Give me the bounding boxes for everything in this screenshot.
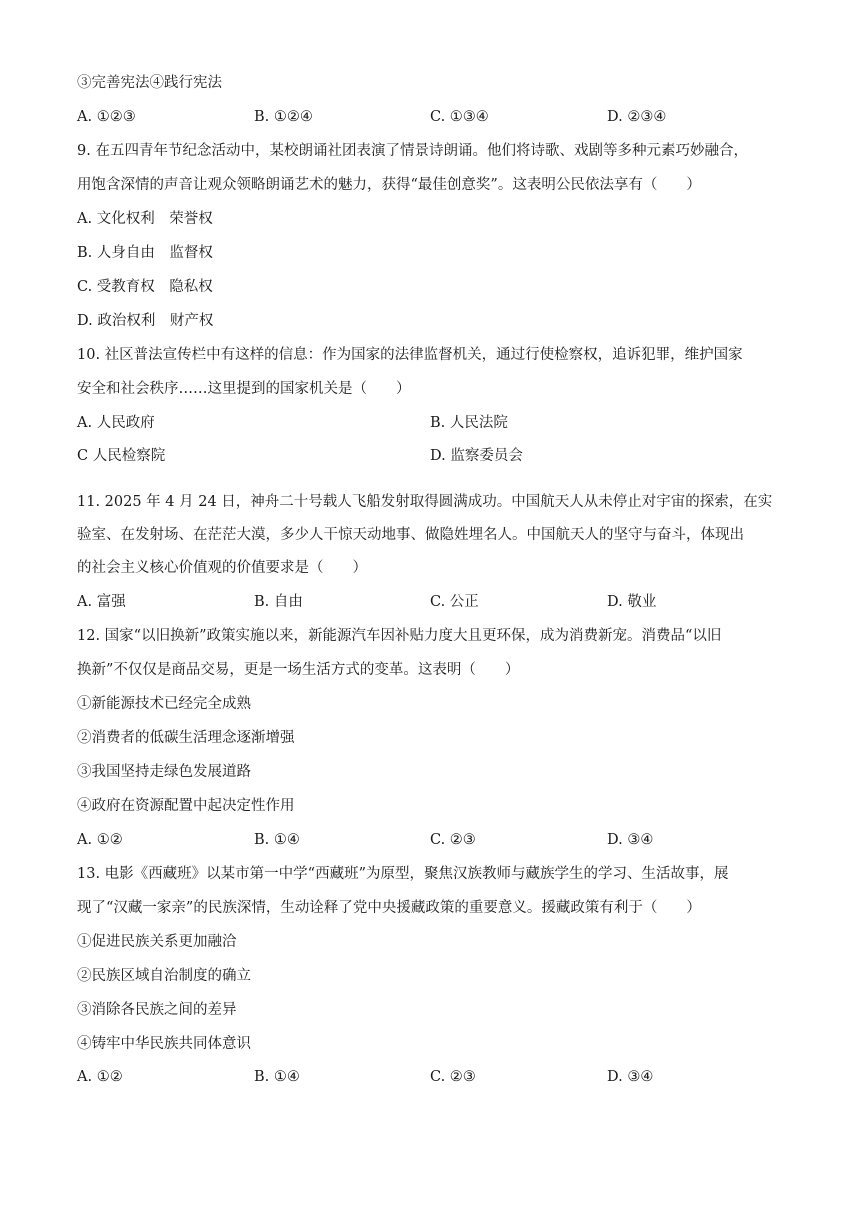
q13-item-4: ④铸牢中华民族共同体意识 (77, 1036, 251, 1052)
q9-option-c[interactable]: C. 受教育权 隐私权 (77, 279, 213, 295)
q12-item-3: ③我国坚持走绿色发展道路 (77, 764, 251, 780)
q13-option-c[interactable]: C. ②③ (430, 1069, 476, 1085)
q11-option-b[interactable]: B. 自由 (254, 594, 303, 610)
q8-option-a[interactable]: A. ①②③ (77, 109, 136, 125)
q13-option-a[interactable]: A. ①② (77, 1069, 123, 1085)
q8-option-c[interactable]: C. ①③④ (430, 109, 489, 125)
q13-option-d[interactable]: D. ③④ (607, 1069, 654, 1085)
q13-item-3: ③消除各民族之间的差异 (77, 1002, 237, 1018)
q10-option-d[interactable]: D. 监察委员会 (430, 448, 523, 464)
q12-item-4: ④政府在资源配置中起决定性作用 (77, 798, 295, 814)
q13-item-2: ②民族区域自治制度的确立 (77, 968, 251, 984)
q11-option-d[interactable]: D. 敬业 (607, 594, 657, 610)
q13-stem-line-2: 现了“汉藏一家亲”的民族深情，生动诠释了党中央援藏政策的重要意义。援藏政策有利于（ ） (77, 900, 701, 916)
q13-item-1: ①促进民族关系更加融洽 (77, 934, 237, 950)
q13-option-b[interactable]: B. ①④ (254, 1069, 300, 1085)
q10-option-c[interactable]: C 人民检察院 (77, 448, 166, 464)
q12-option-c[interactable]: C. ②③ (430, 832, 476, 848)
q12-stem-line-1: 12. 国家“以旧换新”政策实施以来，新能源汽车因补贴力度大且更环保，成为消费新宠。消费品“以旧 (77, 628, 722, 644)
q12-item-2: ②消费者的低碳生活理念逐渐增强 (77, 730, 295, 746)
q12-option-a[interactable]: A. ①② (77, 832, 123, 848)
q9-stem-line-1: 9. 在五四青年节纪念活动中，某校朗诵社团表演了情景诗朗诵。他们将诗歌、戏剧等多种元素巧妙融合， (77, 143, 748, 159)
q8-statement-tail: ③完善宪法④践行宪法 (77, 75, 222, 91)
q12-option-d[interactable]: D. ③④ (607, 832, 654, 848)
q11-stem-line-2: 验室、在发射场、在茫茫大漠，多少人干惊天动地事、做隐姓埋名人。中国航天人的坚守与奋斗，体现出 (77, 527, 744, 543)
q11-option-a[interactable]: A. 富强 (77, 594, 126, 610)
q11-option-c[interactable]: C. 公正 (430, 594, 479, 610)
q9-option-a[interactable]: A. 文化权利 荣誉权 (77, 211, 213, 227)
q10-option-a[interactable]: A. 人民政府 (77, 415, 155, 431)
q13-stem-line-1: 13. 电影《西藏班》以某市第一中学“西藏班”为原型，聚焦汉族教师与藏族学生的学习、生活故事，展 (77, 866, 729, 882)
q9-option-d[interactable]: D. 政治权利 财产权 (77, 313, 214, 329)
q12-item-1: ①新能源技术已经完全成熟 (77, 696, 251, 712)
q11-stem-line-3: 的社会主义核心价值观的价值要求是（ ） (77, 560, 367, 576)
q8-option-d[interactable]: D. ②③④ (607, 109, 667, 125)
q11-stem-line-1: 11. 2025 年 4 月 24 日，神舟二十号载人飞船发射取得圆满成功。中国航天人从未停止对宇宙的探索，在实 (77, 494, 773, 510)
q9-option-b[interactable]: B. 人身自由 监督权 (77, 245, 213, 261)
q12-option-b[interactable]: B. ①④ (254, 832, 300, 848)
q10-stem-line-1: 10. 社区普法宣传栏中有这样的信息：作为国家的法律监督机关，通过行使检察权，追诉犯罪，维护国家 (77, 347, 743, 363)
q10-stem-line-2: 安全和社会秩序……这里提到的国家机关是（ ） (77, 381, 411, 397)
q8-option-b[interactable]: B. ①②④ (254, 109, 313, 125)
q12-stem-line-2: 换新”不仅仅是商品交易，更是一场生活方式的变革。这表明（ ） (77, 662, 520, 678)
q10-option-b[interactable]: B. 人民法院 (430, 415, 508, 431)
q9-stem-line-2: 用饱含深情的声音让观众领略朗诵艺术的魅力，获得“最佳创意奖”。这表明公民依法享有（ ） (77, 177, 701, 193)
